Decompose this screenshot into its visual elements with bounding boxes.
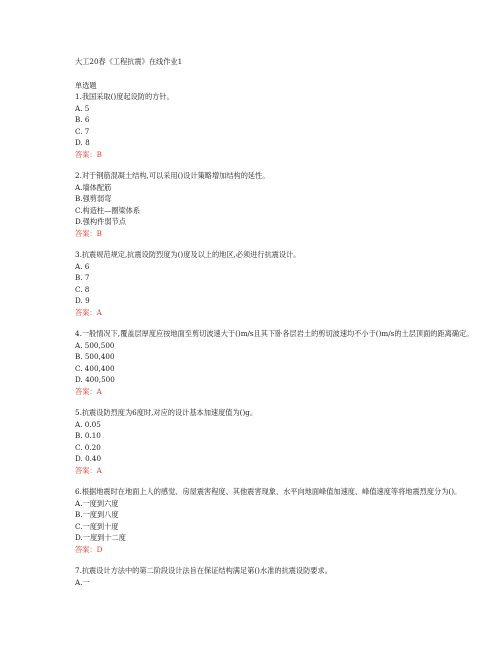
answer-line	[75, 544, 485, 556]
option-a: A. 0.05	[75, 419, 101, 429]
option-d: D. 0.40	[75, 454, 102, 463]
answer-value: D	[96, 544, 103, 554]
option-d: D. 8	[75, 138, 90, 147]
option-a: A. 6	[75, 261, 90, 271]
answer-line	[75, 386, 485, 398]
answer-value: B	[96, 228, 102, 238]
answer-value: A	[96, 465, 102, 475]
option-c: C.构造柱—圈梁体系	[75, 205, 141, 215]
option-a: A.一	[75, 577, 90, 587]
option-b: B.一度到八度	[75, 510, 119, 519]
answer-prefix: 答案：	[75, 149, 97, 159]
answer-prefix: 答案：	[75, 465, 97, 475]
option-c: C. 400,400	[75, 363, 115, 373]
option-a: A. 5	[75, 103, 90, 113]
option-d: D.强构件弱节点	[75, 217, 126, 226]
answer-prefix: 答案：	[75, 386, 97, 396]
question-text: 3.抗震规范规定,抗震设防烈度为()度及以上的地区,必须进行抗震设计。	[75, 250, 301, 259]
question-6	[75, 486, 485, 555]
question-text: 6.根据地震时在地面上人的感觉、房屋震害程度、其他震害现象、水平向地面峰值加速度、峰值速度等将地震烈度分为()。	[75, 487, 462, 496]
question-5	[75, 407, 485, 476]
answer-line	[75, 465, 485, 477]
question-text: 4.一般情况下,覆盖层厚度应按地面至剪切波速大于()m/s且其下卧各层岩土的剪切波速均不小于()m/s的土层顶面的距离确定。	[75, 329, 474, 338]
option-c: C. 0.20	[75, 442, 101, 452]
option-d: D.一度到十二度	[75, 533, 126, 542]
answer-prefix: 答案：	[75, 544, 97, 554]
answer-line	[75, 307, 485, 319]
answer-prefix: 答案：	[75, 228, 97, 238]
option-c: C.一度到十度	[75, 521, 119, 531]
answer-value: A	[96, 386, 102, 396]
question-4	[75, 328, 485, 397]
option-d: D. 400,500	[75, 375, 115, 384]
question-text: 7.抗震设计方法中的第二阶段设计法旨在保证结构满足第()水准的抗震设防要求。	[75, 566, 332, 575]
answer-line	[75, 228, 485, 240]
option-b: B.强剪弱弯	[75, 194, 112, 203]
option-b: B. 500,400	[75, 352, 115, 361]
question-text: 5.抗震设防烈度为6度时,对应的设计基本加速度值为()g。	[75, 408, 258, 417]
option-a: A. 500,500	[75, 340, 115, 350]
document-title: 大工20春《工程抗震》在线作业1	[75, 57, 183, 66]
question-1	[75, 91, 485, 160]
option-a: A.一度到六度	[75, 498, 119, 508]
answer-prefix: 答案：	[75, 307, 97, 317]
option-d: D. 9	[75, 296, 90, 305]
option-b: B. 0.10	[75, 431, 101, 440]
question-7	[75, 565, 485, 588]
document-page	[75, 56, 485, 588]
question-text: 1.我国采取()度起设防的方针。	[75, 92, 174, 101]
option-a: A.墙体配筋	[75, 182, 112, 192]
question-2	[75, 170, 485, 239]
option-b: B. 6	[75, 115, 90, 124]
question-text: 2.对于钢筋混凝土结构,可以采用()设计策略增加结构的延性。	[75, 171, 270, 180]
option-c: C. 8	[75, 284, 90, 294]
section-label: 单选题	[75, 80, 97, 90]
answer-line	[75, 149, 485, 161]
answer-value: B	[96, 149, 102, 159]
question-3	[75, 249, 485, 318]
option-c: C. 7	[75, 126, 90, 136]
answer-value: A	[96, 307, 102, 317]
option-b: B. 7	[75, 273, 90, 282]
